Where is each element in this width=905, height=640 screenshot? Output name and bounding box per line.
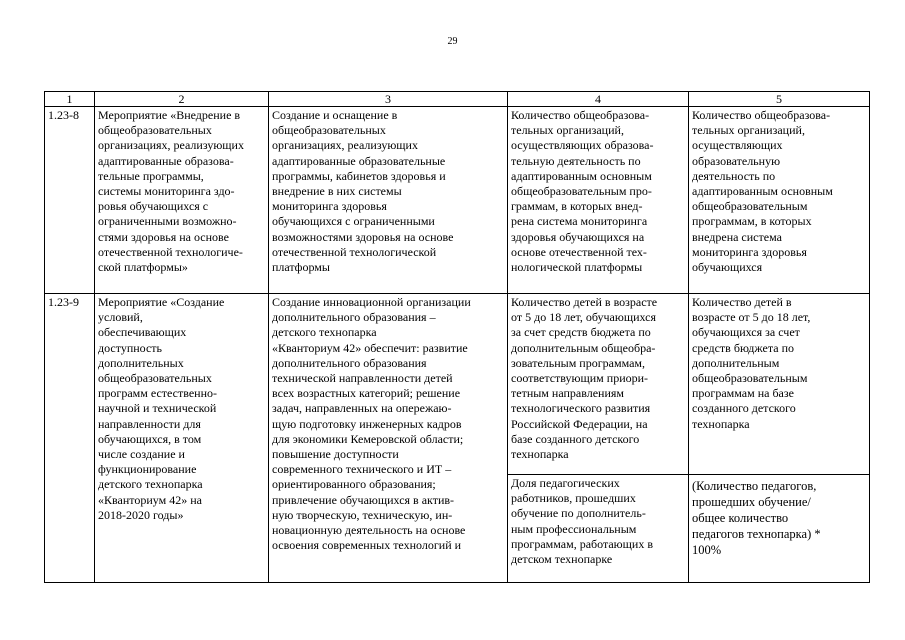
cell-text-line: детском технопарке	[511, 552, 613, 567]
cell-text-line: работников, прошедших	[511, 491, 636, 506]
cell-text-line: «Кванториум 42» на	[98, 492, 202, 507]
cell-text-line: технической направленности детей	[272, 371, 453, 386]
cell-text-line: привлечение обучающихся в актив-	[272, 492, 455, 507]
cell-text-line: программы, кабинетов здоровья и	[272, 168, 446, 183]
cell-text-line: «Кванториум 42» обеспечит: развитие	[272, 340, 468, 355]
cell-text-line: освоения современных технологий и	[272, 538, 462, 553]
cell-text-line: дополнительного образования	[272, 355, 427, 370]
cell-text-line: осуществляющих образова-	[511, 138, 654, 153]
cell-text-line: ограниченными возможно-	[98, 214, 237, 229]
header-row	[45, 92, 870, 107]
cell-text-line: за счет средств бюджета по	[511, 325, 651, 340]
cell-text-line: доступность	[98, 340, 163, 355]
cell-text-line: стями здоровья на основе	[98, 229, 229, 244]
table-row	[45, 294, 870, 583]
cell-text-line: платформы	[272, 260, 330, 275]
indicator-cell	[508, 294, 689, 583]
column-header-1: 1	[45, 92, 95, 107]
cell-text-line: ную творческую, техническую, ин-	[272, 507, 453, 522]
indicators-table	[44, 91, 870, 583]
cell-text-line: организациях, реализующих	[272, 138, 418, 153]
cell-text-line: обучение по дополнитель-	[511, 506, 646, 521]
cell-text-line: обучающихся, в том	[98, 431, 202, 446]
cell-text-line: возможностями здоровья на основе	[272, 229, 454, 244]
column-header-3: 3	[269, 92, 508, 107]
cell-text-line: общеобразовательных	[98, 123, 212, 138]
cell-text-line: Создание инновационной организации	[272, 295, 471, 309]
cell-text-line: детского технопарка	[98, 477, 203, 492]
cell-text-line: задач, направленных на опережаю-	[272, 401, 452, 416]
cell-text-line: программам, работающих в	[511, 536, 653, 551]
cell-text-line: функционирование	[98, 462, 197, 477]
cell-text-line: возрасте от 5 до 18 лет,	[692, 310, 811, 325]
cell-text-line: 2018-2020 годы»	[98, 507, 184, 522]
cell-text-line: программам на базе	[692, 386, 794, 401]
formula-cell	[689, 107, 870, 294]
cell-text-line: ровья обучающихся с	[98, 199, 209, 214]
cell-text-line: Количество детей в	[692, 295, 792, 309]
column-header-2: 2	[95, 92, 269, 107]
cell-text-line: образовательную	[692, 153, 781, 168]
cell-text-line: дополнительного образования –	[272, 310, 436, 325]
cell-text-line: граммам, в которых внед-	[511, 199, 643, 214]
cell-text-line: научной и технической	[98, 401, 217, 416]
cell-text-line: технопарка	[511, 447, 569, 462]
formula-children-count	[689, 294, 869, 474]
cell-text-line: от 5 до 18 лет, обучающихся	[511, 310, 656, 325]
cell-text-line: общеобразовательных	[272, 123, 386, 138]
cell-text-line: Создание и оснащение в	[272, 108, 398, 122]
cell-text-line: организациях, реализующих	[98, 138, 244, 153]
cell-text-line: дополнительным общеобра-	[511, 340, 656, 355]
cell-text-line: нологической платформы	[511, 260, 643, 275]
event-cell	[95, 294, 269, 583]
cell-text-line: общеобразовательным	[692, 199, 808, 214]
cell-text-line: ным профессиональным	[511, 521, 637, 536]
row-id-cell: 1.23-9	[45, 294, 95, 583]
cell-text-line: внедрение в них системы	[272, 184, 402, 199]
page-number: 29	[447, 36, 458, 47]
cell-text-line: педагогов технопарка) *	[692, 527, 821, 541]
cell-text-line: Количество общеобразова-	[692, 108, 831, 122]
cell-text-line: внедрена система	[692, 229, 782, 244]
cell-text-line: общеобразовательных	[98, 371, 212, 386]
cell-text-line: общее количество	[692, 511, 789, 525]
cell-text-line: адаптированные образова-	[98, 153, 234, 168]
cell-text-line: мониторинга здоровья	[272, 199, 387, 214]
cell-text-line: направленности для	[98, 416, 201, 431]
cell-text-line: для экономики Кемеровской области;	[272, 431, 464, 446]
table-row	[45, 107, 870, 294]
cell-text-line: обучающихся за счет	[692, 325, 800, 340]
cell-text-line: ориентированного образования;	[272, 477, 436, 492]
cell-text-line: базе созданного детского	[511, 431, 640, 446]
column-header-5: 5	[689, 92, 870, 107]
indicator-children-count	[508, 294, 688, 474]
formula-teachers-share	[689, 474, 869, 582]
cell-text-line: новационную деятельность на основе	[272, 523, 466, 538]
cell-text-line: отечественной технологической	[272, 244, 437, 259]
cell-text-line: рена система мониторинга	[511, 214, 648, 229]
cell-text-line: адаптированным основным	[692, 184, 833, 199]
cell-text-line: обучающихся	[692, 260, 763, 275]
cell-text-line: общеобразовательным	[692, 371, 808, 386]
cell-text-line: Российской Федерации, на	[511, 416, 648, 431]
cell-text-line: ской платформы»	[98, 260, 188, 275]
indicator-teachers-share	[508, 474, 688, 580]
cell-text-line: прошедших обучение/	[692, 495, 811, 509]
cell-text-line: Мероприятие «Внедрение в	[98, 108, 241, 122]
result-cell	[269, 294, 508, 583]
cell-text-line: современного технического и ИТ –	[272, 462, 452, 477]
indicator-cell	[508, 107, 689, 294]
cell-text-line: технопарка	[692, 416, 750, 431]
cell-text-line: условий,	[98, 310, 143, 325]
event-cell	[95, 107, 269, 294]
cell-text-line: дополнительным	[692, 355, 780, 370]
cell-text-line: (Количество педагогов,	[692, 479, 817, 493]
cell-text-line: общеобразовательным про-	[511, 184, 652, 199]
cell-text-line: программ естественно-	[98, 386, 218, 401]
cell-text-line: Количество общеобразова-	[511, 108, 650, 122]
cell-text-line: мониторинга здоровья	[692, 244, 807, 259]
cell-text-line: соответствующим приори-	[511, 371, 649, 386]
cell-text-line: программам, в которых	[692, 214, 812, 229]
cell-text-line: отечественной технологиче-	[98, 244, 243, 259]
row-id-cell: 1.23-8	[45, 107, 95, 294]
cell-text-line: повышение доступности	[272, 447, 399, 462]
cell-text-line: зовательным программам,	[511, 355, 645, 370]
cell-text-line: числе создание и	[98, 447, 185, 462]
cell-text-line: основе отечественной тех-	[511, 244, 647, 259]
cell-text-line: здоровья обучающихся на	[511, 229, 645, 244]
cell-text-line: тельную деятельность по	[511, 153, 641, 168]
formula-cell	[689, 294, 870, 583]
cell-text-line: Доля педагогических	[511, 476, 620, 490]
cell-text-line: Количество детей в возрасте	[511, 295, 658, 309]
cell-text-line: щую подготовку инженерных кадров	[272, 416, 462, 431]
cell-text-line: средств бюджета по	[692, 340, 794, 355]
cell-text-line: тетным направлениям	[511, 386, 625, 401]
cell-text-line: Мероприятие «Создание	[98, 295, 225, 309]
cell-text-line: всех возрастных категорий; решение	[272, 386, 461, 401]
cell-text-line: детского технопарка	[272, 325, 377, 340]
cell-text-line: системы мониторинга здо-	[98, 184, 235, 199]
cell-text-line: обучающихся с ограниченными	[272, 214, 435, 229]
cell-text-line: тельные программы,	[98, 168, 204, 183]
result-cell	[269, 107, 508, 294]
column-header-4: 4	[508, 92, 689, 107]
cell-text-line: тельных организаций,	[692, 123, 805, 138]
cell-text-line: адаптированные образовательные	[272, 153, 446, 168]
cell-text-line: деятельность по	[692, 168, 776, 183]
cell-text-line: 100%	[692, 543, 722, 557]
cell-text-line: созданного детского	[692, 401, 796, 416]
cell-text-line: технологического развития	[511, 401, 651, 416]
cell-text-line: дополнительных	[98, 355, 184, 370]
cell-text-line: адаптированным основным	[511, 168, 652, 183]
cell-text-line: обеспечивающих	[98, 325, 187, 340]
cell-text-line: тельных организаций,	[511, 123, 624, 138]
cell-text-line: осуществляющих	[692, 138, 783, 153]
